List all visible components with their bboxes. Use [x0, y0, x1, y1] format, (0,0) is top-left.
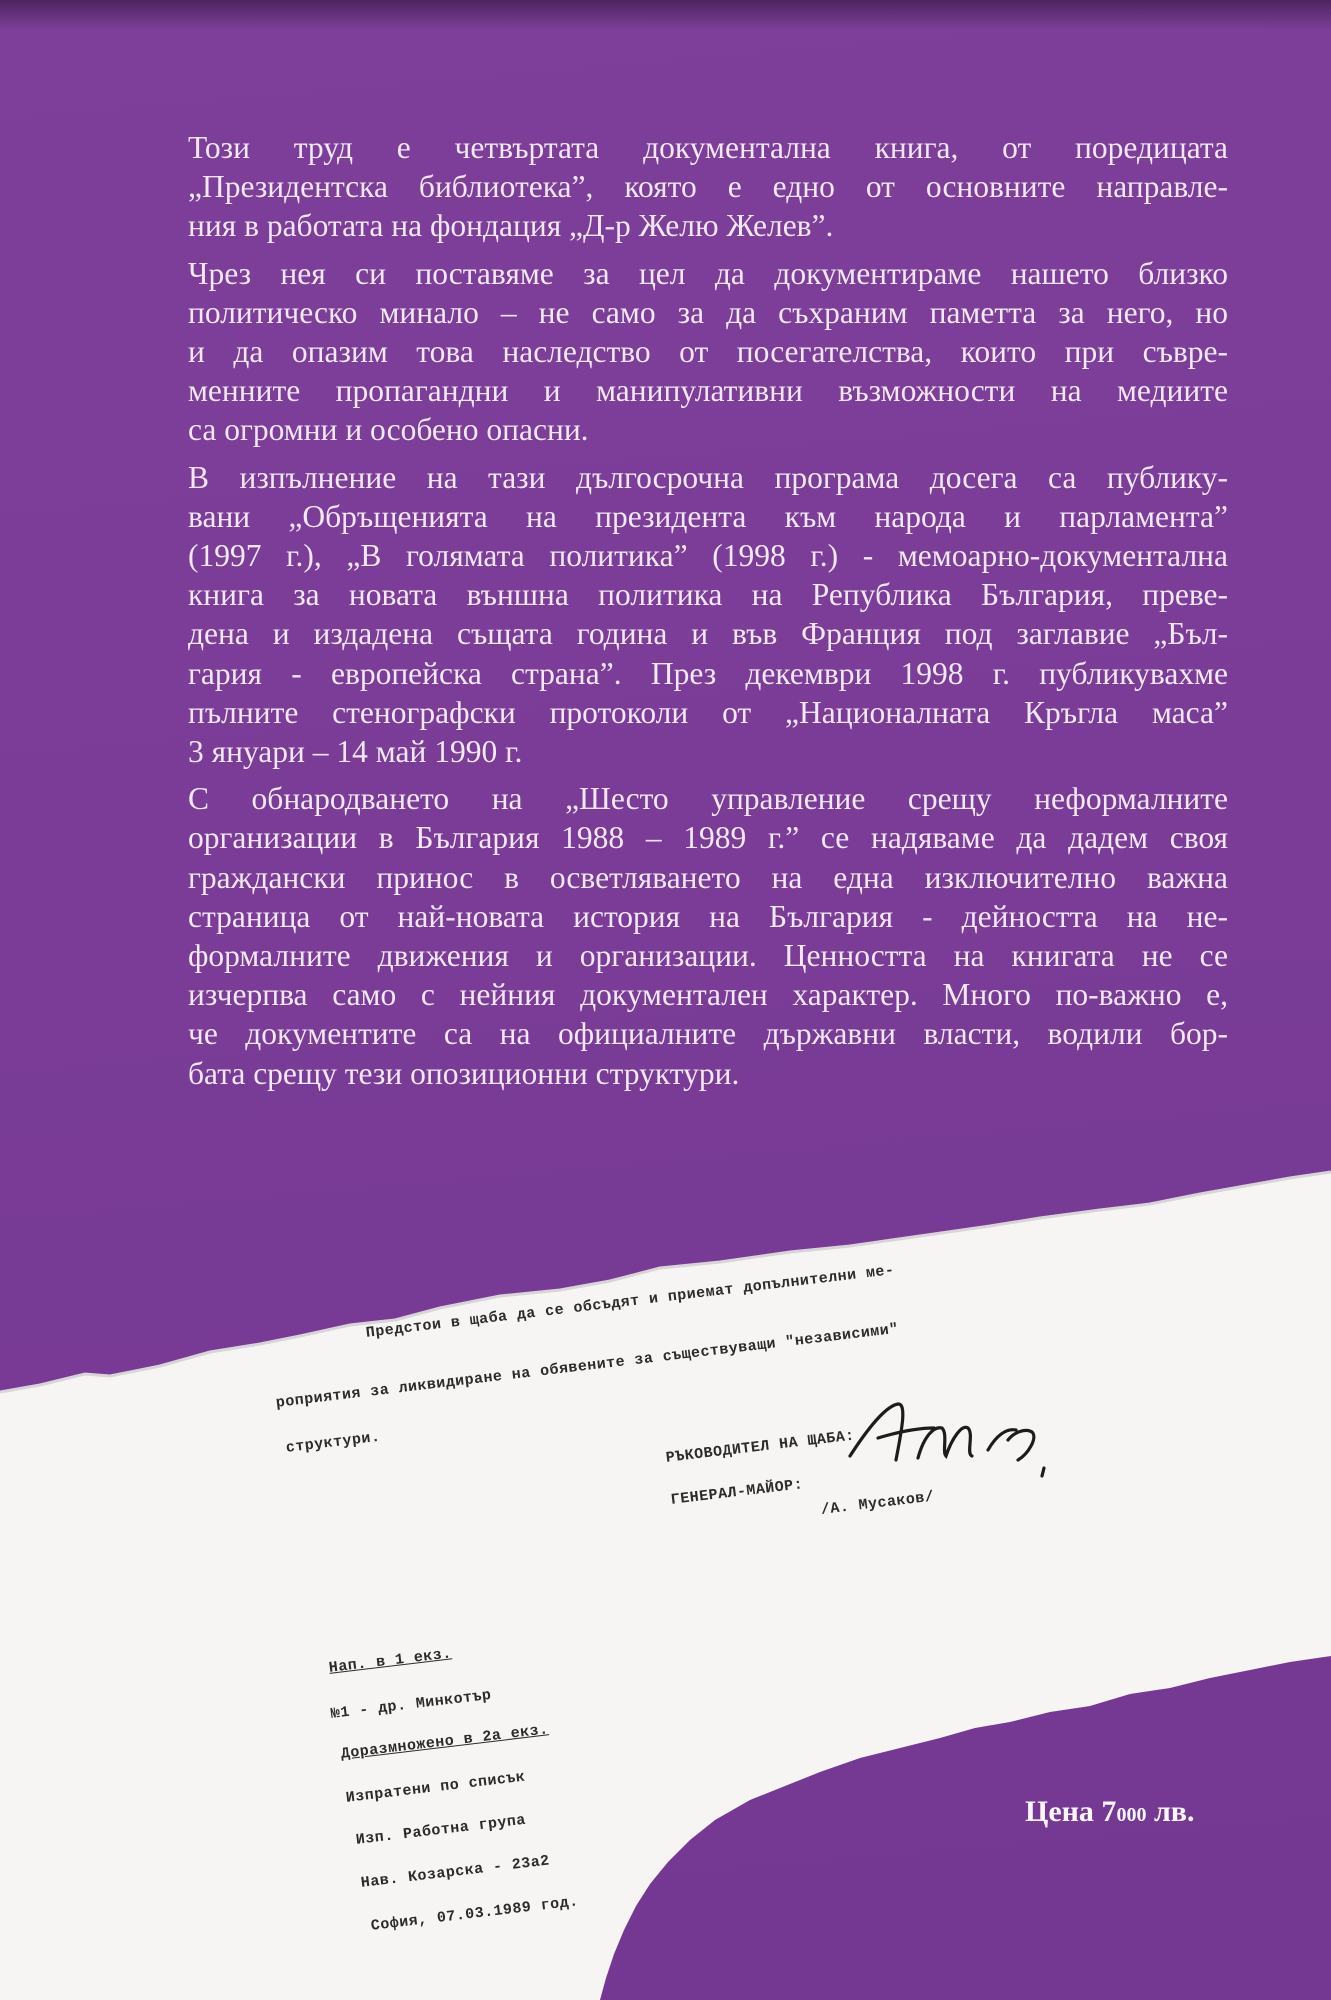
price-label	[1025, 1795, 1194, 1829]
handwritten-signature	[838, 1398, 1068, 1478]
paragraph-line: вани „Обръщенията на президента към народа и парламента”	[188, 498, 1228, 534]
sign-title-1: РЪКОВОДИТЕЛ НА ЩАБА:	[665, 1427, 856, 1467]
sign-title-2: ГЕНЕРАЛ-МАЙОР:	[670, 1476, 805, 1509]
footer-line-5: Изп. Работна група	[355, 1811, 527, 1849]
paragraph-line: Този труд е четвъртата документална книга, от поредицата	[188, 130, 1228, 165]
paragraph-line: дена и издадена същата година и във Франция под заглавие „Бъл-	[188, 616, 1228, 652]
paragraph-line: са огромни и особено опасни.	[188, 412, 589, 448]
paragraph-line: формалните движения и организации. Ценността на книгата не се	[188, 938, 1228, 974]
doc-line-2: роприятия за ликвидиране на обявените за съществуващи "независими"	[275, 1320, 900, 1412]
paragraph-line: гария - европейска страна”. През декември 1998 г. публикувахме	[188, 655, 1228, 691]
paragraph-line: изчерпва само с нейния документален характер. Много по-важно е,	[188, 977, 1228, 1013]
paragraph-line: и да опазим това наследство от посегателства, които при съвре-	[188, 334, 1228, 370]
paragraph-line: Чрез нея си поставяме за цел да документираме нашето близко	[188, 255, 1228, 291]
doc-line-1: Предстои в щаба да се обсъдят и приемат допълнителни ме-	[365, 1261, 896, 1342]
paragraph-line: че документите са на официалните държавни власти, водили бор-	[188, 1016, 1228, 1052]
paragraph-line: страница от най-новата история на България - дейността на не-	[188, 898, 1228, 934]
paragraph-line: граждански принос в осветляването на една изключително важна	[188, 859, 1228, 895]
footer-line-3: Доразмножено в 2а екз.	[340, 1721, 550, 1763]
paragraph-line: политическо минало – не само за да съхраним паметта за него, но	[188, 294, 1228, 330]
paragraph-line: менните пропагандни и манипулативни възможности на медиите	[188, 373, 1228, 409]
footer-line-4: Изпратени по списък	[345, 1768, 527, 1807]
footer-line-1: Нап. в 1 екз.	[328, 1645, 453, 1677]
paragraph-line: В изпълнение на тази дългосрочна програма досега са публику-	[188, 459, 1228, 495]
price-currency: лв.	[1146, 1795, 1195, 1828]
paragraph-line: ния в работата на фондация „Д-р Желю Желев”.	[188, 208, 834, 244]
paragraph-line: 3 януари – 14 май 1990 г.	[188, 734, 523, 770]
footer-line-7: София, 07.03.1989 год.	[370, 1893, 580, 1935]
paragraph-line: „Президентска библиотека”, която е едно от основните направле-	[188, 169, 1228, 205]
paragraph-line: книга за новата външна политика на Република България, преве-	[188, 577, 1228, 613]
footer-line-6: Нав. Козарска - 23а2	[360, 1852, 551, 1892]
paragraph-line: организации в България 1988 – 1989 г.” се надяваме да дадем своя	[188, 820, 1228, 856]
doc-line-3: структури.	[285, 1428, 382, 1457]
paragraph-line: С обнародването на „Шесто управление срещу неформалните	[188, 781, 1228, 817]
price-prefix: Цена 7	[1025, 1795, 1117, 1828]
footer-line-2: №1 - др. Минкотър	[330, 1686, 493, 1723]
price-small: 000	[1116, 1804, 1147, 1826]
paragraph-line: (1997 г.), „В голямата политика” (1998 г.) - мемоарно-документална	[188, 538, 1228, 574]
sign-name: /А. Мусаков/	[820, 1488, 936, 1519]
paragraph-line: пълните стенографски протоколи от „Националната Кръгла маса”	[188, 694, 1228, 730]
paragraph-line: бата срещу тези опозиционни структури.	[188, 1055, 740, 1091]
